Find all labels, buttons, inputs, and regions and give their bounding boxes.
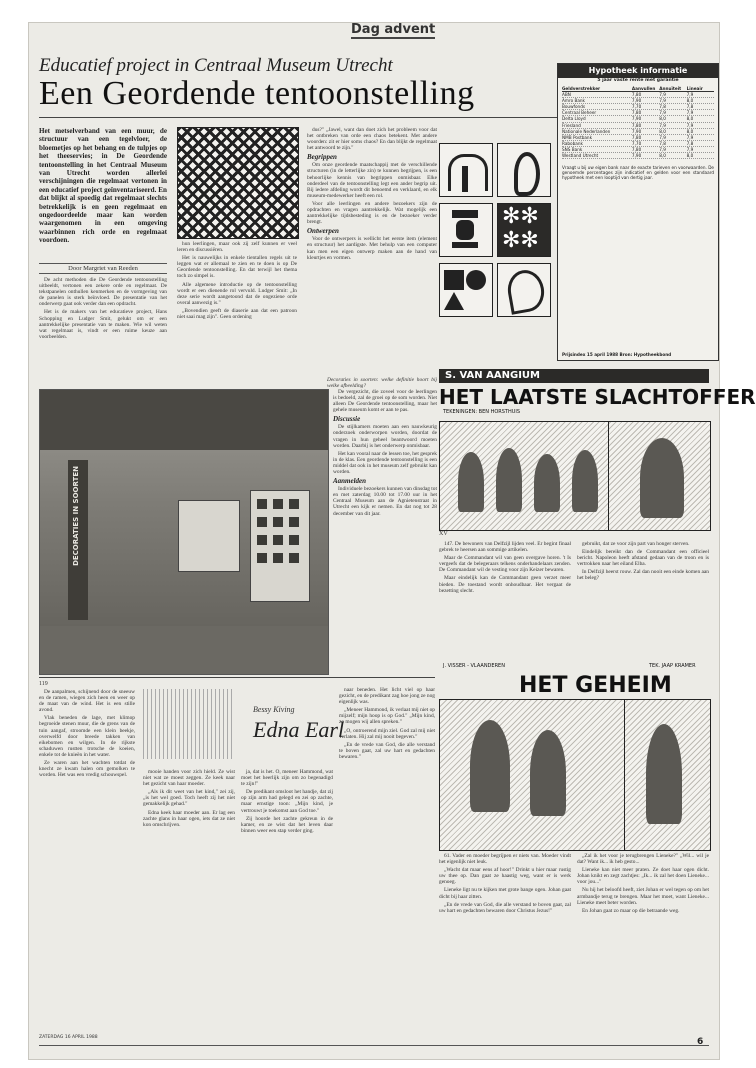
mortgage-cell: 7,80 xyxy=(631,110,642,116)
mortgage-cell: 7,80 xyxy=(631,146,642,152)
mortgage-cell: Westland Utrecht xyxy=(562,153,599,159)
mortgage-column-header: Lineair xyxy=(686,86,703,91)
comic2-text-right: „Zal ik het voor je terugbrengen Lieneke?" „Wil... wil je dat? Want ik... ik heb gesto... Lieneke kan niet meer praten. Ze doet haar ogen dicht. Johan knikt en zegt zachtjes: „Ik... ik zal het doen Lieneke... voor jou..." Nu hij het beloofd heeft, ziet Johan er wel tegen op om het armbandje terug te brengen. Maar het moet, want Lieneke... Lieneke meet beter worden. En Johan gaat zo maar op die betraande weg. xyxy=(577,853,709,914)
serial-header xyxy=(143,687,345,763)
photo-sign-board xyxy=(68,460,88,620)
mortgage-title: Hypotheek informatie xyxy=(558,64,718,78)
comic1-text-left: 147. De bewoners van Delfzijl lijden veel. Er begint finaal gebrek te heersen aan sommige artikelen. Maar de Commandant wil van geen overgave horen. 't Is vergeefs dat de belegeraars telkens onderhandelaars zenden. De Commandant wil de vesting voor zijn Keizer bewaren. Maar eindelijk kan de Commandant geen verzet meer bieden. De toestand wordt onhoudbaar. Het vergaat de bezetting slecht. xyxy=(439,541,571,594)
mortgage-cell: Friesland xyxy=(562,122,581,128)
comic1-banner xyxy=(439,369,709,383)
serial-column-1: De aanpalmen, schijnend door de sneeuw en de ramen, wiegen zich heen en weer op de maat van de wind. Het is een stille avond. Vlak beneden de lage, met klimop begroeide stenen muur, die de grens van de tuin aangaf, stroomde een klein beekje, overwelfd door breede takken van eikebomen en wilgen. In de rijkste schaduwen rustten trotsche de koeien, enkele tot de knieën in het water. Ze waren aan het wachten totdat de knecht ze kwam halen om gemolken te worden. Het was een vredig schouwspel. xyxy=(39,689,135,779)
mortgage-footer: Prijsindex 15 april 1988 Bron: Hypotheekbond xyxy=(562,351,672,357)
mortgage-cell: 7,70 xyxy=(631,140,642,146)
headline-rule xyxy=(39,117,569,118)
comic1-title: HET LAATSTE SLACHTOFFER xyxy=(439,385,756,409)
mortgage-cell: 8,0 xyxy=(686,153,694,159)
page-number: 6 xyxy=(697,1037,704,1047)
mortgage-cell: 7,9 xyxy=(659,134,666,140)
mortgage-cell: 7,80 xyxy=(631,134,642,140)
snowflake-icon: ✻✻ ✻✻ xyxy=(497,203,551,257)
comic2-text-left: 61. Vader en moeder begrijpen er niets van. Moeder vindt het eigenlijk niet leuk. „Wacht dat maar eens af hoor!" Drinkt u hier maar rustig uw thee op. Dan gaat ze haastig weg, want er is werk genoeg. Lieneke ligt nu te kijken met grote bange ogen. Johan gaat dicht bij haar zitten. „En de vrede van God, die alle verstand te boven gaat, zal uw hart en gedachten bewaren door Christus Jezus!" xyxy=(439,853,571,914)
body-column-3: dus?" „Jawel, want dan doet zich het probleem voor dat het ontbreken van orde een chaos betekent. Met andere woorden: zit er hier soms chaos? En dan blijkt de regelmaat het antwoord te zijn." Begrippen Om onze geordende maatschappij met de verschillende structuren (in de letterlijke zin) te kunnen begrijpen, is een behoorlijke kennis van begrippen onmisbaar. Elke onderdeel van de tentoonstelling legt een ander begrip uit. Bij iedere afdeling wordt dit benoemd en verklaard, en elk museum-medewerker heeft een rol. Voor alle leerlingen en andere bezoekers zijn de opdrachten en vragen aantrekkelijk. Wat mogelijk een aantrekkelijke tijdsbesteding is en de bezoeker verder brengt. Ontwerpen Voor de ontwerpers is wellicht het eerste item (element en structuur) het aardigste. Met behulp van een computer kan men een eigen ontwerp maken aan de hand van kleurtjes en vormen. xyxy=(307,127,437,261)
geometric-shapes-icon xyxy=(439,263,493,317)
mortgage-cell: 7,80 xyxy=(631,122,642,128)
mortgage-column-header: Geldverstrekker xyxy=(562,86,601,91)
mortgage-cell: Amro Bank xyxy=(562,98,585,104)
article-headline: Een Geordende tentoonstelling xyxy=(39,75,475,112)
mortgage-cell: 8,0 xyxy=(659,116,666,122)
gate-icon xyxy=(439,143,493,197)
photo-sign-text: DECORATIES IN SOORTEN xyxy=(72,466,80,566)
serial-column-3: ja, dat is het. O, meneer Hammond, wat moet het heerlijk zijn om zo begenadigd te zijn!" De predikant omsloot het handje, dat zij op zijn arm had gelegd en zei op zachte, maar ernstige toon: „Mijn kind, je vertrouwt je toekomst aan God toe." Zij hoorde het zachte gekreun in de kamer, en ze wist dat het leven daar binnen weer een stap verder ging. xyxy=(241,769,333,834)
mortgage-cell: Rabobank xyxy=(562,140,583,146)
mortgage-cell: NMB Postbank xyxy=(562,134,593,140)
comic1-text-right: gebruikt, dat ze voor zijn part van honger sterven. Eindelijk bereikt dan de Commandant een officieel bericht. Napoleon heeft afstand gedaan van de troon en is vertrokken naar het eiland Elba. In Delfzijl heerst rouw. Zal dan nooit een einde komen aan het beleg? xyxy=(577,541,709,582)
article-kicker: Educatief project in Centraal Museum Utrecht xyxy=(39,55,393,76)
mortgage-cell: 8,0 xyxy=(659,153,666,159)
mortgage-subtitle: 5 jaar vaste rente met garantie xyxy=(597,78,679,83)
body-column-2: hun leerlingen, maar ook zij zelf kunnen er veel leren en discussiëren. Het is nauwelijks in enkele tientallen regels uit te leggen wat er allemaal te zien en te doen is op De Geordende tentoonstelling. En dat terwijl het thema toch zo simpel is. Alle algemene introductie op de tentoonstelling wordt er een dienende rol vervuld. Ludger Smit: „In deze serie wordt aangetoond dat de ongeziene orde overal aanwezig is." „Bovendien geeft de diaserie aan dat een patroon niet saai mag zijn". Geen ordening xyxy=(177,241,297,321)
mortgage-cell: Nationale Nederlanden xyxy=(562,128,611,134)
mortgage-cell: 7,90 xyxy=(631,98,642,104)
exhibit-panel-left xyxy=(178,500,240,572)
comic1-strip xyxy=(439,421,711,531)
mortgage-cell: 7,9 xyxy=(659,122,666,128)
pattern-illustration xyxy=(177,127,299,239)
subhead-begrippen: Begrippen xyxy=(307,153,337,162)
exhibition-photo xyxy=(39,389,329,675)
comic2-strip xyxy=(439,699,711,851)
mortgage-cell: Bouwfonds xyxy=(562,104,586,110)
mortgage-cell: 8,0 xyxy=(686,98,694,104)
mortgage-cell: 7,90 xyxy=(631,116,642,122)
leaf-icon xyxy=(497,263,551,317)
mortgage-cell: 7,9 xyxy=(659,92,666,98)
mortgage-cell: 7,90 xyxy=(631,128,642,134)
mortgage-cell: ABN xyxy=(562,92,571,98)
serial-column-2: mooie handen voor zich hield. Ze wist niet wat ze moest zeggen. Ze keek naar het gezicht van haar moeder. „Als ik dit weet van het kind," zei zij, „is het wel goed. Toch heeft zij het niet gemakkelijk gehad." Edna keek haar moeder aan. Er lag een zachte glans in haar ogen, iets dat ze niet kon omschrijven. xyxy=(143,769,235,828)
mortgage-cell: 7,9 xyxy=(686,134,694,140)
mortgage-cell: 7,8 xyxy=(659,104,666,110)
mortgage-cell: 7,80 xyxy=(631,92,642,98)
mortgage-cell: 7,9 xyxy=(686,146,694,152)
mortgage-cell: 7,90 xyxy=(631,153,642,159)
serial-number: 119 xyxy=(39,681,48,687)
mortgage-cell: 7,9 xyxy=(659,146,666,152)
mortgage-column-header: Annuïteit xyxy=(659,86,682,91)
mortgage-cell: 7,70 xyxy=(631,104,642,110)
comic1-author: S. VAN AANGIUM xyxy=(445,370,540,381)
mortgage-cell: 7,9 xyxy=(686,92,694,98)
mortgage-cell: 7,9 xyxy=(659,98,666,104)
mortgage-column-header: Aanvullen xyxy=(631,86,656,91)
comic2-credit-right: TEK. JAAP KRAMER xyxy=(649,663,696,669)
mortgage-cell: 7,8 xyxy=(686,104,694,110)
newspaper-page xyxy=(28,22,756,1060)
comic2-title: HET GEHEIM xyxy=(519,673,672,698)
mortgage-cell: 7,8 xyxy=(659,140,666,146)
serial-author: Bessy Kiving xyxy=(253,705,295,714)
mortgage-cell: 7,8 xyxy=(686,140,694,146)
subhead-aanmelden: Aanmelden xyxy=(333,477,367,486)
mortgage-table xyxy=(558,84,718,161)
mortgage-cell: 7,9 xyxy=(659,110,666,116)
footer-date: ZATERDAG 16 APRIL 1988 xyxy=(39,1035,98,1040)
serial-title: Edna Earl xyxy=(253,717,345,742)
exhibit-panel-right xyxy=(250,490,310,602)
urn-icon xyxy=(439,203,493,257)
comic1-caption: 147. De bewoners van Delfzijl lijden veel. Er begint finaal gebrek te heersen aan sommige artikelen. xyxy=(439,541,571,554)
masthead-logo: Dag advent xyxy=(351,22,436,37)
mortgage-info-box xyxy=(557,63,719,361)
mortgage-cell: SNS Bank xyxy=(562,146,583,152)
seahorse-icon xyxy=(497,143,551,197)
mortgage-row xyxy=(562,153,714,159)
body-column-1: De acht methoden die De Geordende tentoonstelling uitbeeldt, vertonen een zekere orde en regelmaat. De tekstpanelen onthullen kenmerken en de vormgeving van de panelen is sterk beïnvloed. De presentatie van het onderwerp gaat ook verder dan een opdracht. Het is de makers van het educatieve project, Hans Schopping en Ludger Smit, gelukt om er een aantrekkelijke presentatie van te maken. Wie wil weten wat regelmaat is, vindt er een ruime keuze aan voorbeelden. xyxy=(39,277,167,340)
mortgage-cell: 8,0 xyxy=(659,128,666,134)
comic2-credit-left: J. VISSER - VLAANDEREN xyxy=(443,663,505,669)
mortgage-cell: 7,9 xyxy=(686,122,694,128)
mortgage-cell: 8,0 xyxy=(686,116,694,122)
article-byline: Door Margriet van Reeden xyxy=(39,263,167,274)
mortgage-cell: Delta Lloyd xyxy=(562,116,586,122)
mortgage-cell: 8,0 xyxy=(686,128,694,134)
photo-caption: Decoraties in soorten: welke definitie hoort bij welke afbeelding? xyxy=(327,377,437,390)
serial-illustration xyxy=(143,689,233,759)
subhead-ontwerpen: Ontwerpen xyxy=(307,227,339,236)
comic1-credit: TEKENINGEN: BEN HORSTHUIS xyxy=(443,409,521,415)
body-column-4: De vergezicht, die zoveel voor de leerlingen is bedoeld, zal de groei op de som worden. Niet alleen De Geordende tentoonstelling, maar het gehele museum komt er aan te pas. Discussie De stijlkamers moeten aan een nauwkeurig onderzoek onderworpen worden, doordat de vragen in hun geheel beantwoord moeten worden. Daarbij is het onderwerp onmisbaar. Het kan vooral naar de lessen toe, het gesprek in de klas. Een geordende tentoonstelling is een middel dat ook in het museum zelf gebruikt kan worden. Aanmelden Individuele bezoekers kunnen van dinsdag tot en met zaterdag 10.00 tot 17.00 uur in het Centraal Museum aan de Agnietenstraat in Utrecht een kijk er nemen. En dat nog tot 28 december van dit jaar. xyxy=(333,389,437,517)
serial-column-4: naar beneden. Het licht viel op haar gezicht, en de predikant zag hoe jong ze nog eigenlijk was. „Meneer Hammond, ik verlaat mij niet op mijzelf; mijn hoop is op God." „Mijn kind, zo mogen wij allen spreken." „O, ontroerend mijn ziel. God zal mij niet verlaten. Hij zal mij nooit begeven." „En de vrede van God, die alle verstand te boven gaat, zal uw hart en gedachten bewaren." xyxy=(339,687,435,760)
mortgage-cell: 7,9 xyxy=(686,110,694,116)
comic1-number: XV xyxy=(439,531,448,537)
subhead-discussie: Discussie xyxy=(333,415,361,424)
mortgage-notes: Vraagt u bij uw eigen bank naar de exacte tarieven en voorwaarden. De genoemde percentages zijn indicatief en gelden voor een standaard hypotheek met een looptijd van dertig jaar. xyxy=(562,165,714,181)
mortgage-cell: Centraal Beheer xyxy=(562,110,597,116)
article-intro: Het metselverband van een muur, de structuur van een tegelvloer, de bloemetjes op het behang en de tulpjes op het theeservies; in De Geordende tentoonstelling in het Centraal Museum van Utrecht worden allerlei verschijningen die regelmaat vertonen in een educatief project geïnventariseerd. En dat blijkt al spoedig dat regelmaat slechts betrekkelijk is en geen regelmaat en ongedoordeelde maar kan worden waargenomen in een omgeving waarbinnen rich orde en regelmaat voordoen. xyxy=(39,127,167,245)
comic2-caption: 61. Vader en moeder begrijpen er niets van. Moeder vindt het eigenlijk niet leuk. xyxy=(439,853,571,866)
